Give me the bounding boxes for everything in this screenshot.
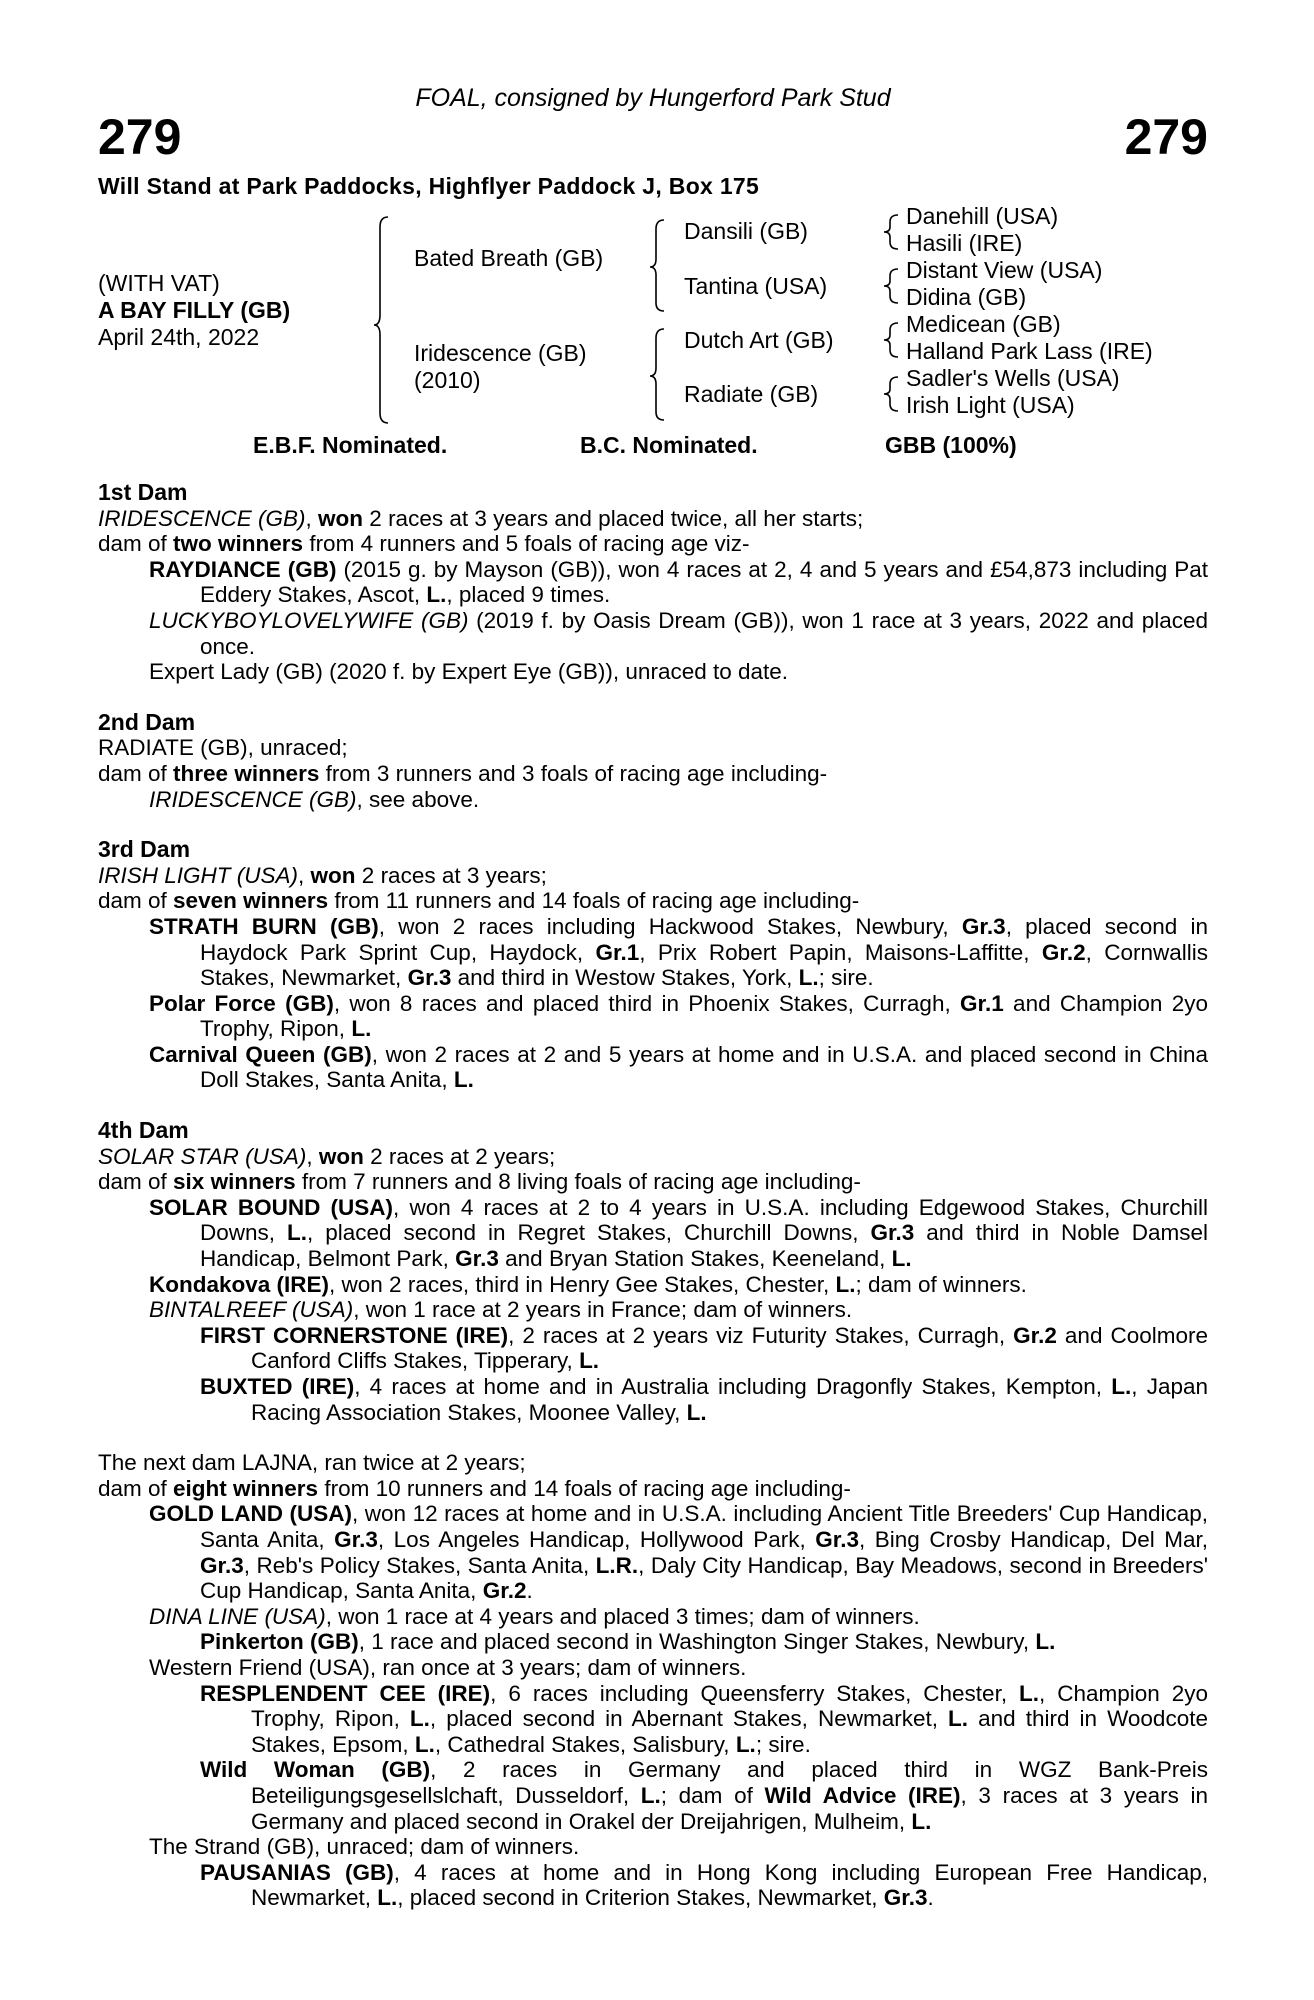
dam: Iridescence (GB) bbox=[414, 340, 587, 366]
section-heading: 1st Dam bbox=[98, 479, 188, 505]
consignment-line: FOAL, consigned by Hungerford Park Stud bbox=[415, 84, 891, 112]
bracket-g3-2 bbox=[884, 269, 898, 303]
lot-number-left: 279 bbox=[98, 109, 182, 165]
produce-entry: The Strand (GB), unraced; dam of winners. bbox=[149, 1834, 580, 1860]
gen3-2: Hasili (IRE) bbox=[906, 230, 1023, 256]
produce-entry: PAUSANIAS (GB), 4 races at home and in Hong Kong including European Free Handicap, Newmarket, L., placed second in Criterion Stakes, Newmarket, Gr.3. bbox=[200, 1859, 1208, 1911]
dam-sire: Dutch Art (GB) bbox=[684, 327, 834, 353]
produce-entry: Wild Woman (GB), 2 races in Germany and placed third in WGZ Bank-Preis Beteiligungsgesellslchaft, Dusseldorf, L.; dam of Wild Advice (IRE), 3 races at 3 years in Germany and placed second in Orakel der Dreijahrigen, Mulheim, L. bbox=[200, 1757, 1208, 1834]
second-dam-section bbox=[98, 710, 1208, 812]
dam-produce-line: dam of six winners from 7 runners and 8 living foals of racing age including- bbox=[98, 1169, 861, 1195]
stand-location: Will Stand at Park Paddocks, Highflyer Paddock J, Box 175 bbox=[98, 173, 760, 199]
third-dam-section bbox=[98, 837, 1208, 1093]
dam-line: SOLAR STAR (USA), won 2 races at 2 years; bbox=[98, 1143, 556, 1169]
produce-entry: Polar Force (GB), won 8 races and placed third in Phoenix Stakes, Curragh, Gr.1 and Champion 2yo Trophy, Ripon, L. bbox=[149, 990, 1208, 1042]
section-heading: 2nd Dam bbox=[98, 708, 196, 735]
gen3-5: Medicean (GB) bbox=[906, 311, 1061, 337]
dam-line: The next dam LAJNA, ran twice at 2 years; bbox=[98, 1450, 526, 1476]
sire-sire: Dansili (GB) bbox=[684, 218, 808, 244]
produce-entry: BUXTED (IRE), 4 races at home and in Australia including Dragonfly Stakes, Kempton, L., Japan Racing Association Stakes, Moonee Valley, L. bbox=[200, 1374, 1209, 1425]
bracket-g3-4 bbox=[884, 377, 898, 411]
section-heading: 3rd Dam bbox=[98, 836, 191, 863]
dam-dam: Radiate (GB) bbox=[684, 381, 819, 407]
dam-produce-line: dam of two winners from 4 runners and 5 foals of racing age viz- bbox=[98, 531, 750, 557]
horse-name: A BAY FILLY (GB) bbox=[98, 297, 291, 323]
produce-entry: SOLAR BOUND (USA), won 4 races at 2 to 4 years in U.S.A. including Edgewood Stakes, Churchill Downs, L., placed second in Regret Stakes, Churchill Downs, Gr.3 and third in Noble Damsel Handicap, Belmont Park, Gr.3 and Bryan Station Stakes, Keeneland, L. bbox=[149, 1194, 1208, 1272]
gen3-7: Sadler's Wells (USA) bbox=[906, 365, 1120, 391]
produce-entry: STRATH BURN (GB), won 2 races including Hackwood Stakes, Newbury, Gr.3, placed second in Haydock Park Sprint Cup, Haydock, Gr.1, Prix Robert Papin, Maisons-Laffitte, Gr.2, Cornwallis Stakes, Newmarket, Gr.3 and third in Westow Stakes, York, L.; sire. bbox=[149, 913, 1209, 991]
section-heading: 4th Dam bbox=[98, 1117, 189, 1144]
bracket-g3-1 bbox=[884, 215, 898, 249]
produce-entry: RAYDIANCE (GB) (2015 g. by Mayson (GB)), won 4 races at 2, 4 and 5 years and £54,873 including Pat Eddery Stakes, Ascot, L., placed 9 times. bbox=[149, 556, 1208, 608]
fourth-dam-section bbox=[98, 1118, 1208, 1425]
pedigree-table bbox=[98, 205, 1208, 430]
sire-dam: Tantina (USA) bbox=[684, 273, 828, 299]
bc-nomination: B.C. Nominated. bbox=[580, 432, 758, 458]
produce-entry: Kondakova (IRE), won 2 races, third in Henry Gee Stakes, Chester, L.; dam of winners. bbox=[149, 1271, 1027, 1297]
produce-entry: FIRST CORNERSTONE (IRE), 2 races at 2 years viz Futurity Stakes, Curragh, Gr.2 and Coolmore Canford Cliffs Stakes, Tipperary, L. bbox=[200, 1322, 1208, 1374]
catalogue-page bbox=[98, 0, 1208, 2000]
dam-produce-line: dam of three winners from 3 runners and 3 foals of racing age including- bbox=[98, 760, 828, 786]
dam-produce-line: dam of seven winners from 11 runners and 14 foals of racing age including- bbox=[98, 888, 860, 914]
gen3-6: Halland Park Lass (IRE) bbox=[906, 338, 1153, 364]
produce-entry: Expert Lady (GB) (2020 f. by Expert Eye (GB)), unraced to date. bbox=[149, 659, 789, 685]
vat-note: (WITH VAT) bbox=[98, 270, 220, 296]
next-dam-section bbox=[98, 1450, 1208, 1911]
bracket-main bbox=[374, 217, 388, 423]
produce-entry: Carnival Queen (GB), won 2 races at 2 and 5 years at home and in U.S.A. and placed second in China Doll Stakes, Santa Anita, L. bbox=[149, 1041, 1208, 1093]
produce-entry: IRIDESCENCE (GB), see above. bbox=[149, 786, 480, 812]
produce-entry: DINA LINE (USA), won 1 race at 4 years and placed 3 times; dam of winners. bbox=[149, 1603, 920, 1629]
gen3-8: Irish Light (USA) bbox=[906, 392, 1075, 418]
first-dam-section bbox=[98, 480, 1208, 685]
bracket-g3-3 bbox=[884, 323, 898, 357]
gen3-1: Danehill (USA) bbox=[906, 203, 1059, 229]
dam-year: (2010) bbox=[414, 367, 481, 393]
foaling-date: April 24th, 2022 bbox=[98, 324, 260, 350]
lot-number-right: 279 bbox=[1124, 109, 1208, 165]
bracket-dam bbox=[650, 329, 664, 420]
ebf-nomination: E.B.F. Nominated. bbox=[253, 432, 448, 458]
gen3-3: Distant View (USA) bbox=[906, 257, 1103, 283]
dam-line: IRIDESCENCE (GB), won 2 races at 3 years and placed twice, all her starts; bbox=[98, 505, 864, 531]
dam-produce-line: dam of eight winners from 10 runners and 14 foals of racing age including- bbox=[98, 1475, 851, 1501]
dam-lines bbox=[98, 480, 1208, 1911]
bracket-sire bbox=[650, 220, 664, 311]
gen3-4: Didina (GB) bbox=[906, 284, 1027, 310]
dam-line: IRISH LIGHT (USA), won 2 races at 3 years; bbox=[98, 862, 547, 888]
produce-entry: RESPLENDENT CEE (IRE), 6 races including Queensferry Stakes, Chester, L., Champion 2yo Trophy, Ripon, L., placed second in Abernant Stakes, Newmarket, L. and third in Woodcote Stakes, Epsom, L., Cathedral Stakes, Salisbury, L.; sire. bbox=[200, 1680, 1208, 1757]
sire: Bated Breath (GB) bbox=[414, 245, 604, 271]
gbb-status: GBB (100%) bbox=[885, 432, 1017, 458]
produce-entry: GOLD LAND (USA), won 12 races at home and in U.S.A. including Ancient Title Breeders' Cup Handicap, Santa Anita, Gr.3, Los Angeles Handicap, Hollywood Park, Gr.3, Bing Crosby Handicap, Del Mar, Gr.3, Reb's Policy Stakes, Santa Anita, L.R., Daly City Handicap, Bay Meadows, second in Breeders' Cup Handicap, Santa Anita, Gr.2. bbox=[149, 1501, 1208, 1604]
produce-entry: Western Friend (USA), ran once at 3 years; dam of winners. bbox=[149, 1654, 747, 1680]
produce-entry: BINTALREEF (USA), won 1 race at 2 years in France; dam of winners. bbox=[149, 1297, 853, 1323]
dam-line: RADIATE (GB), unraced; bbox=[98, 735, 348, 761]
produce-entry: LUCKYBOYLOVELYWIFE (GB) (2019 f. by Oasis Dream (GB)), won 1 race at 3 years, 2022 and placed once. bbox=[149, 607, 1208, 659]
produce-entry: Pinkerton (GB), 1 race and placed second in Washington Singer Stakes, Newbury, L. bbox=[200, 1629, 1056, 1655]
